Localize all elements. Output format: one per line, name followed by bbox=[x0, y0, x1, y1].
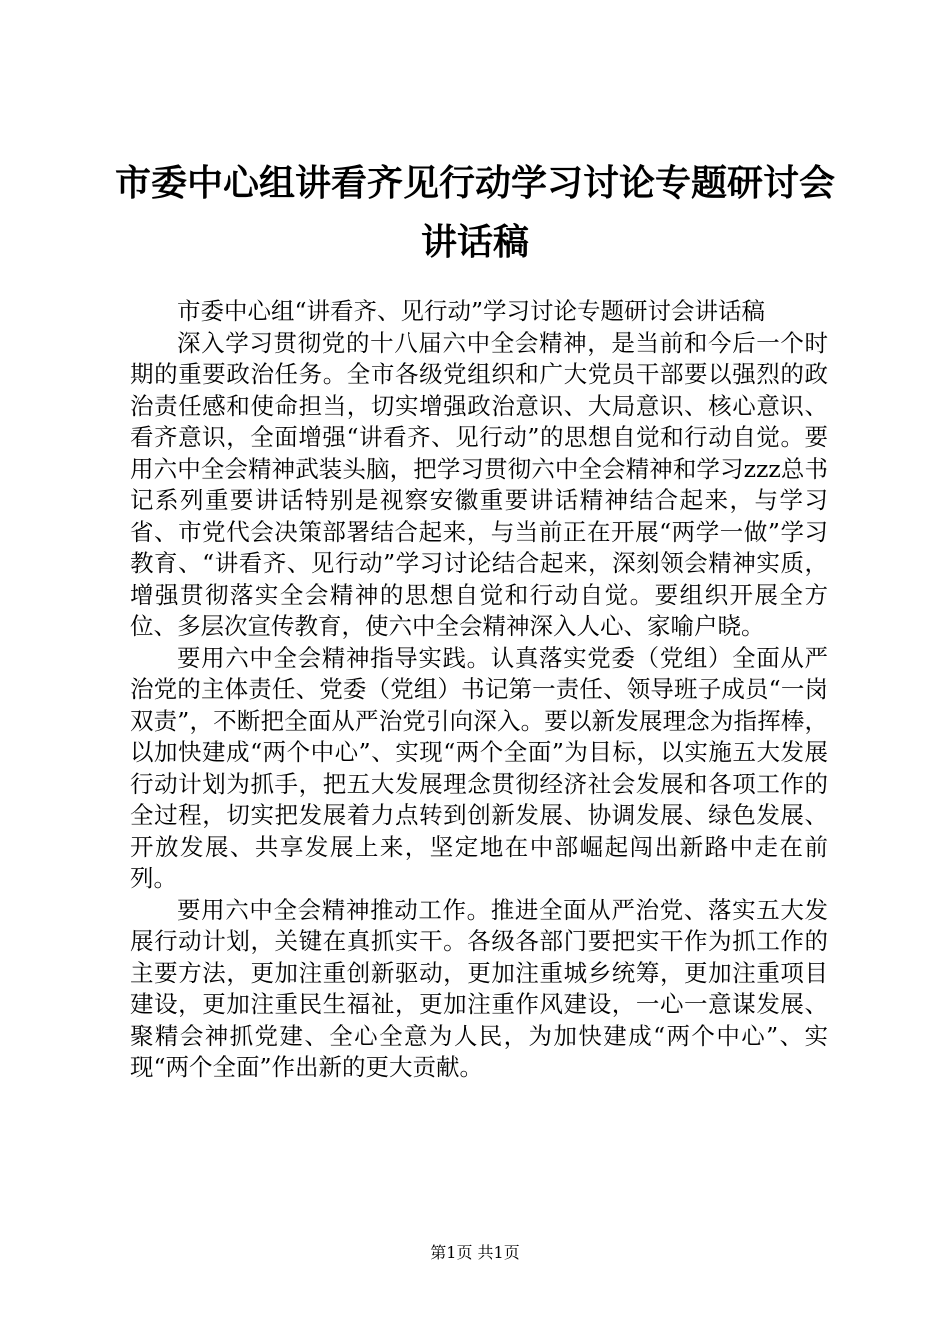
document-title-line-1: 市委中心组讲看齐见行动学习讨论专题研讨会 bbox=[114, 162, 835, 204]
paragraph-subtitle: 市委中心组“讲看齐、见行动”学习讨论专题研讨会讲话稿 bbox=[177, 297, 766, 325]
paragraph-2: 要用六中全会精神指导实践。认真落实党委（党组）全面从严治党的主体责任、党委（党组）书记第一责任、领导班子成员“一岗双责”，不断把全面从严治党引向深入。要以新发展理念为指挥棒，以加快建成“两个中心”、实现“两个全面”为目标，以实施五大发展行动计划为抓手，把五大发展理念贯彻经济社会发展和各项工作的全过程，切实把发展着力点转到创新发展、协调发展、绿色发展、开放发展、共享发展上来，坚定地在中部崛起闯出新路中走在前列。 bbox=[130, 643, 828, 892]
paragraph-1: 深入学习贯彻党的十八届六中全会精神，是当前和今后一个时期的重要政治任务。全市各级党组织和广大党员干部要以强烈的政治责任感和使命担当，切实增强政治意识、大局意识、核心意识、看齐意识，全面增强“讲看齐、见行动”的思想自觉和行动自觉。要用六中全会精神武装头脑，把学习贯彻六中全会精神和学习zzz总书记系列重要讲话特别是视察安徽重要讲话精神结合起来，与学习省、市党代会决策部署结合起来，与当前正在开展“两学一做”学习教育、“讲看齐、见行动”学习讨论结合起来，深刻领会精神实质，增强贯彻落实全会精神的思想自觉和行动自觉。要组织开展全方位、多层次宣传教育，使六中全会精神深入人心、家喻户晓。 bbox=[130, 328, 828, 640]
paragraph-3: 要用六中全会精神推动工作。推进全面从严治党、落实五大发展行动计划，关键在真抓实干。各级各部门要把实干作为抓工作的主要方法，更加注重创新驱动，更加注重城乡统筹，更加注重项目建设，更加注重民生福祉，更加注重作风建设，一心一意谋发展、聚精会神抓党建、全心全意为人民，为加快建成“两个中心”、实现“两个全面”作出新的更大贡献。 bbox=[130, 895, 828, 1081]
page-number-footer: 第1页 共1页 bbox=[430, 1243, 520, 1262]
document-body bbox=[130, 296, 828, 1084]
document-title-line-2: 讲话稿 bbox=[420, 221, 529, 263]
